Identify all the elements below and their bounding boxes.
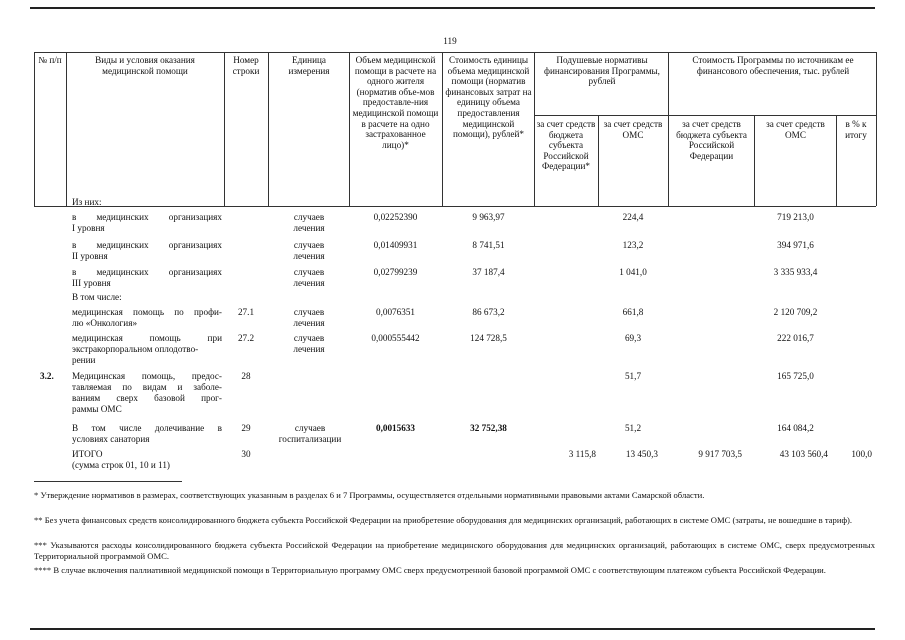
header-unit: Единица измерения	[288, 55, 330, 76]
row-pc-budget: 3 115,8	[568, 449, 596, 459]
row-name: медицинская помощь по профи-	[72, 307, 222, 317]
header-per-capita: Подушевые нормативы финансирования Программы, рублей	[544, 55, 660, 87]
row-unit: случаев лечения	[293, 333, 325, 354]
header-program-oms: за счет средств ОМС	[766, 119, 825, 140]
row-unit: случаев лечения	[293, 267, 325, 288]
bottom-rule	[30, 628, 875, 630]
row-pc-oms: 1 041,0	[619, 267, 647, 277]
row-prog-oms: 164 084,2	[777, 423, 814, 433]
row-number: 27.2	[237, 333, 255, 343]
row-name: тавляемая по видам и заболе-	[72, 382, 222, 392]
footnote: **** В случае включения паллиативной медицинской помощи в Территориальную программу ОМС сверх предусмотренной базовой программой ОМС с соответствующим платежом субъекта Российской Федерации.	[34, 565, 826, 575]
header-program-cost: Стоимость Программы по источникам ее финансового обеспечения, тыс. рублей	[692, 55, 854, 76]
header-volume: Объем медицинской помощи в расчете на одного жителя (норматив объе-мов предоставле-ния медицинской помощи в расчете на одно застрахованное лицо)*	[352, 55, 439, 150]
row-name: в медицинских организациях	[72, 212, 222, 222]
row-prog-budget: 9 917 703,5	[698, 449, 742, 459]
row-unit: случаев лечения	[293, 240, 325, 261]
header-per-capita-budget: за счет средств бюджета субъекта Российской Федерации*	[536, 119, 596, 172]
row-name: в медицинских организациях	[72, 267, 222, 277]
row-prog-oms: 2 120 709,2	[773, 307, 818, 317]
row-unit: случаев лечения	[293, 307, 325, 328]
row-cost: 9 963,97	[472, 212, 505, 222]
row-volume: 0,0015633	[375, 423, 416, 433]
header-cost: Стоимость единицы объема медицинской помощи (норматив финансовых затрат на единицу объема предоставления медицинской помощи), рублей*	[445, 55, 532, 140]
row-prog-oms: 3 335 933,4	[773, 267, 818, 277]
row-cost: 124 728,5	[470, 333, 507, 343]
row-pc-oms: 51,7	[624, 371, 642, 381]
row-volume: 0,0076351	[375, 307, 416, 317]
row-cost: 37 187,4	[472, 267, 505, 277]
row-pc-oms: 13 450,3	[625, 449, 658, 459]
row-pc-oms: 661,8	[622, 307, 644, 317]
row-number: 29	[241, 423, 251, 433]
header-per-capita-oms: за счет средств ОМС	[603, 119, 663, 140]
row-name: III уровня	[72, 278, 111, 288]
row-pc-oms: 69,3	[624, 333, 642, 343]
row-name: II уровня	[72, 251, 108, 261]
row-prog-oms: 222 016,7	[777, 333, 814, 343]
row-unit: случаев	[294, 423, 326, 433]
footnote: ** Без учета финансовых средств консолидированного бюджета субъекта Российской Федерации на приобретение оборудования для медицинских организаций, работающих в системе ОМС (затраты, не вошедшие в тариф).	[34, 515, 853, 525]
row-cost: 8 741,51	[472, 240, 505, 250]
row-pc-oms: 224,4	[622, 212, 644, 222]
footnote: * Утверждение нормативов в размерах, соответствующих указанным в разделах 6 и 7 Программы, осуществляется отдельными нормативными правовыми актами Самарской области.	[34, 490, 705, 500]
row-name: Медицинская помощь, предос-	[72, 371, 222, 381]
header-row-number: Номер строки	[232, 55, 260, 76]
row-name: раммы ОМС	[72, 404, 122, 414]
header-program-budget: за счет средств бюджета субъекта Российской Федерации	[676, 119, 747, 161]
row-volume: 0,02252390	[373, 212, 418, 222]
row-volume: 0,000555442	[371, 333, 420, 343]
row-volume: 0,02799239	[373, 267, 418, 277]
table-row-label: В том числе:	[72, 292, 122, 302]
page-number: 119	[443, 36, 457, 46]
row-cost: 86 673,2	[472, 307, 505, 317]
row-cost: 32 752,38	[470, 423, 507, 433]
row-unit: госпитализации	[278, 434, 342, 444]
row-unit: случаев лечения	[293, 212, 325, 233]
row-prog-oms: 394 971,6	[777, 240, 814, 250]
row-number: 28	[241, 371, 251, 381]
header-no: № п/п	[38, 55, 62, 65]
row-prog-oms: 719 213,0	[777, 212, 814, 222]
row-prog-pct: 100,0	[851, 449, 872, 459]
footnote-separator	[34, 481, 182, 482]
footnote: *** Указываются расходы консолидированного бюджета субъекта Российской Федерации на приобретение медицинского оборудования для медицинских организаций, работающих в системе ОМС, сверх предусмотренных Территориальной программой ОМС.	[34, 540, 875, 561]
header-kinds: Виды и условия оказания медицинской помощи	[95, 55, 195, 76]
row-name: медицинская помощь при	[72, 333, 222, 343]
top-rule	[30, 7, 875, 9]
row-name: ваниям сверх базовой прог-	[72, 393, 222, 403]
row-name: условиях санатория	[72, 434, 150, 444]
row-prog-oms: 43 103 560,4	[779, 449, 828, 459]
row-prog-oms: 165 725,0	[777, 371, 814, 381]
header-program-pct: в % к итогу	[845, 119, 867, 140]
row-pc-oms: 123,2	[622, 240, 644, 250]
row-name: I уровня	[72, 223, 105, 233]
row-pc-oms: 51,2	[624, 423, 642, 433]
row-name: рении	[72, 355, 96, 365]
row-name: лю «Онкология»	[72, 318, 138, 328]
table-row-label: Из них:	[72, 197, 102, 207]
row-volume: 0,01409931	[373, 240, 418, 250]
row-index: 3.2.	[40, 371, 54, 381]
row-name: В том числе долечивание в	[72, 423, 222, 433]
row-number: 27.1	[237, 307, 255, 317]
row-name: ИТОГО	[72, 449, 103, 459]
row-number: 30	[241, 449, 251, 459]
row-name: (сумма строк 01, 10 и 11)	[72, 460, 170, 470]
row-name: экстракорпоральном оплодотво-	[72, 344, 199, 354]
row-name: в медицинских организациях	[72, 240, 222, 250]
